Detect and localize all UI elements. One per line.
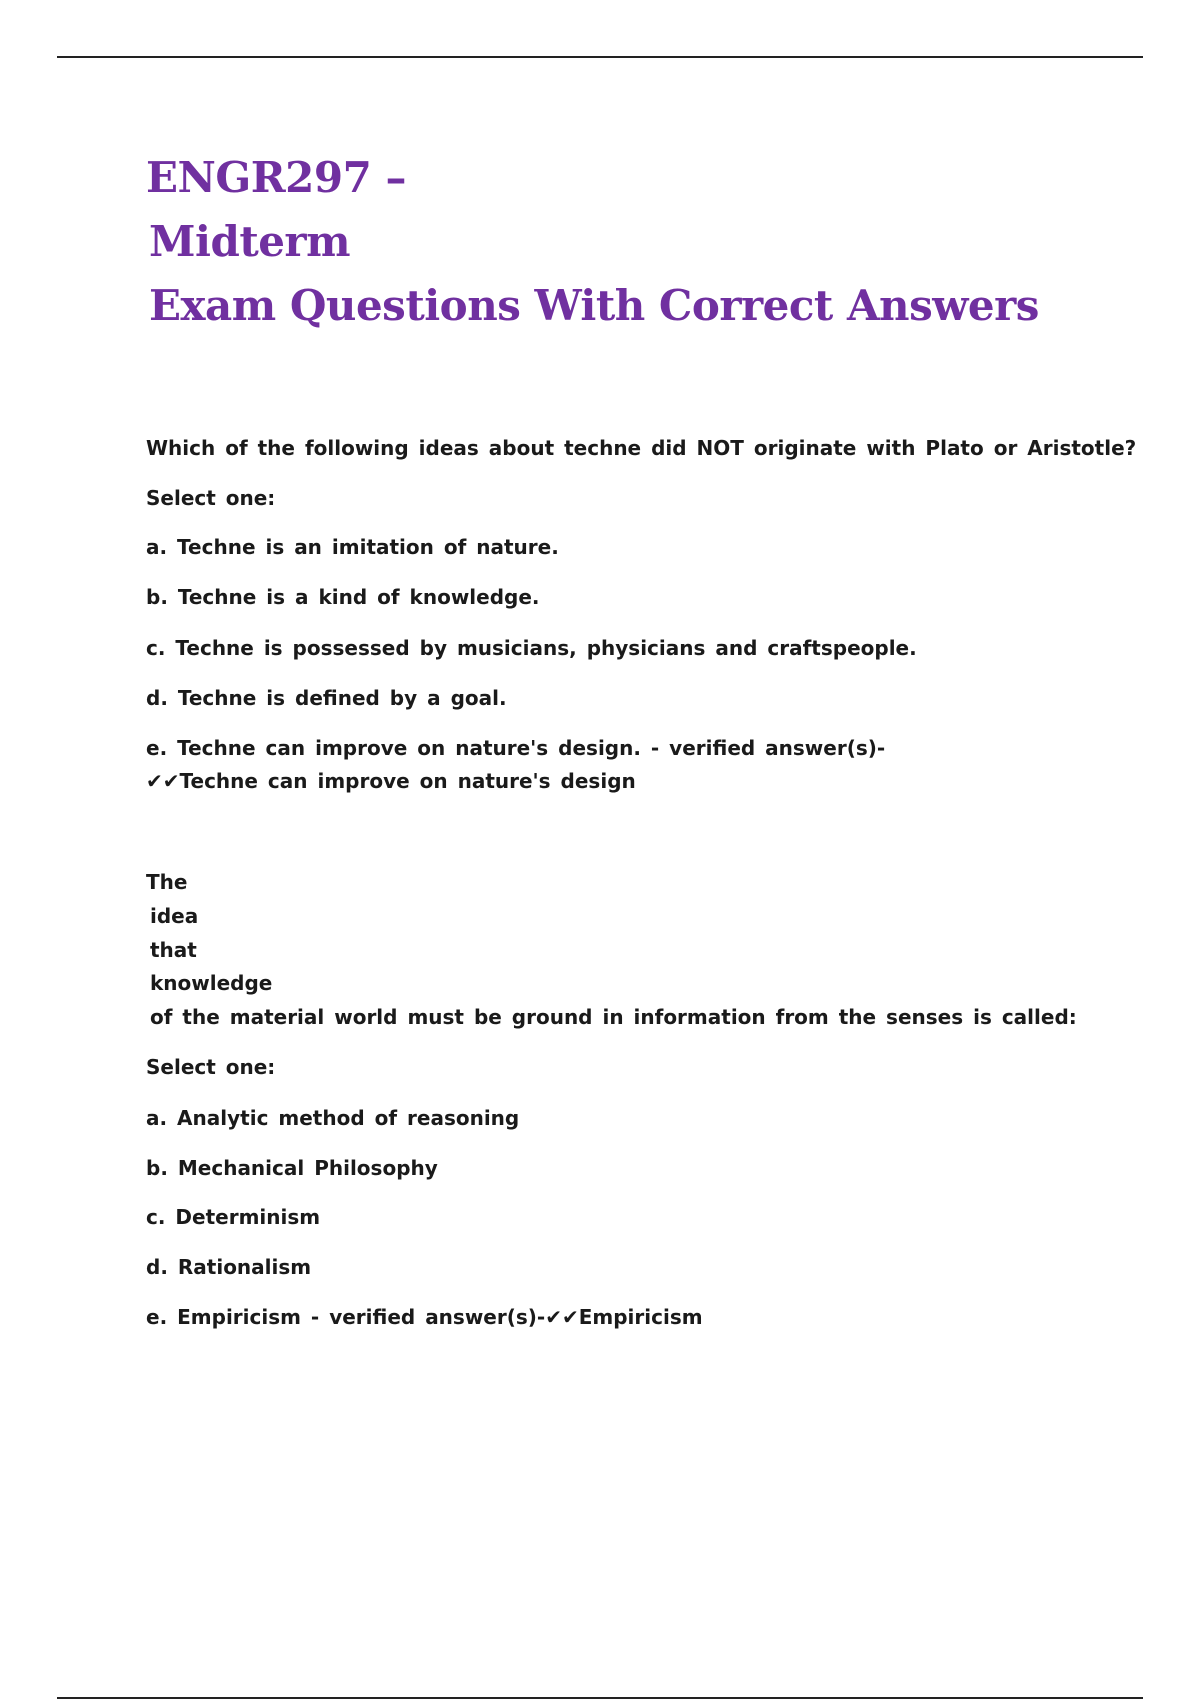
question-1-option-c: c. Techne is possessed by musicians, physicians and craftspeople. bbox=[146, 636, 917, 660]
question-2-option-b: b. Mechanical Philosophy bbox=[146, 1156, 438, 1180]
document-title bbox=[146, 146, 1096, 338]
footer-rule bbox=[57, 1697, 1143, 1699]
question-1-stem: Which of the following ideas about techne did NOT originate with Plato or Aristotle? bbox=[146, 436, 1137, 460]
question-1-option-a: a. Techne is an imitation of nature. bbox=[146, 535, 559, 559]
title-line-1: ENGR297 – bbox=[146, 153, 406, 202]
question-2-stem-line-4: knowledge bbox=[150, 971, 273, 995]
title-line-3: Exam Questions With Correct Answers bbox=[149, 281, 1039, 330]
question-2-select-prompt: Select one: bbox=[146, 1055, 276, 1079]
question-1-answer: ✔✔Techne can improve on nature's design bbox=[146, 769, 636, 793]
question-1-option-b: b. Techne is a kind of knowledge. bbox=[146, 585, 540, 609]
question-2-stem-line-3: that bbox=[150, 938, 197, 962]
question-1-option-e: e. Techne can improve on nature's design. - verified answer(s)- bbox=[146, 736, 886, 760]
title-line-2: Midterm bbox=[149, 217, 351, 266]
question-2-option-d: d. Rationalism bbox=[146, 1255, 312, 1279]
question-1-select-prompt: Select one: bbox=[146, 486, 276, 510]
question-2-stem-line-5: of the material world must be ground in information from the senses is called: bbox=[150, 1005, 1077, 1029]
question-2-option-e: e. Empiricism - verified answer(s)-✔✔Empiricism bbox=[146, 1305, 703, 1329]
question-2-option-c: c. Determinism bbox=[146, 1205, 321, 1229]
header-rule bbox=[57, 56, 1143, 58]
question-2-stem-line-1: The bbox=[146, 870, 188, 894]
question-2-stem-line-2: idea bbox=[150, 904, 199, 928]
question-2-option-a: a. Analytic method of reasoning bbox=[146, 1106, 520, 1130]
question-1-option-d: d. Techne is defined by a goal. bbox=[146, 686, 507, 710]
